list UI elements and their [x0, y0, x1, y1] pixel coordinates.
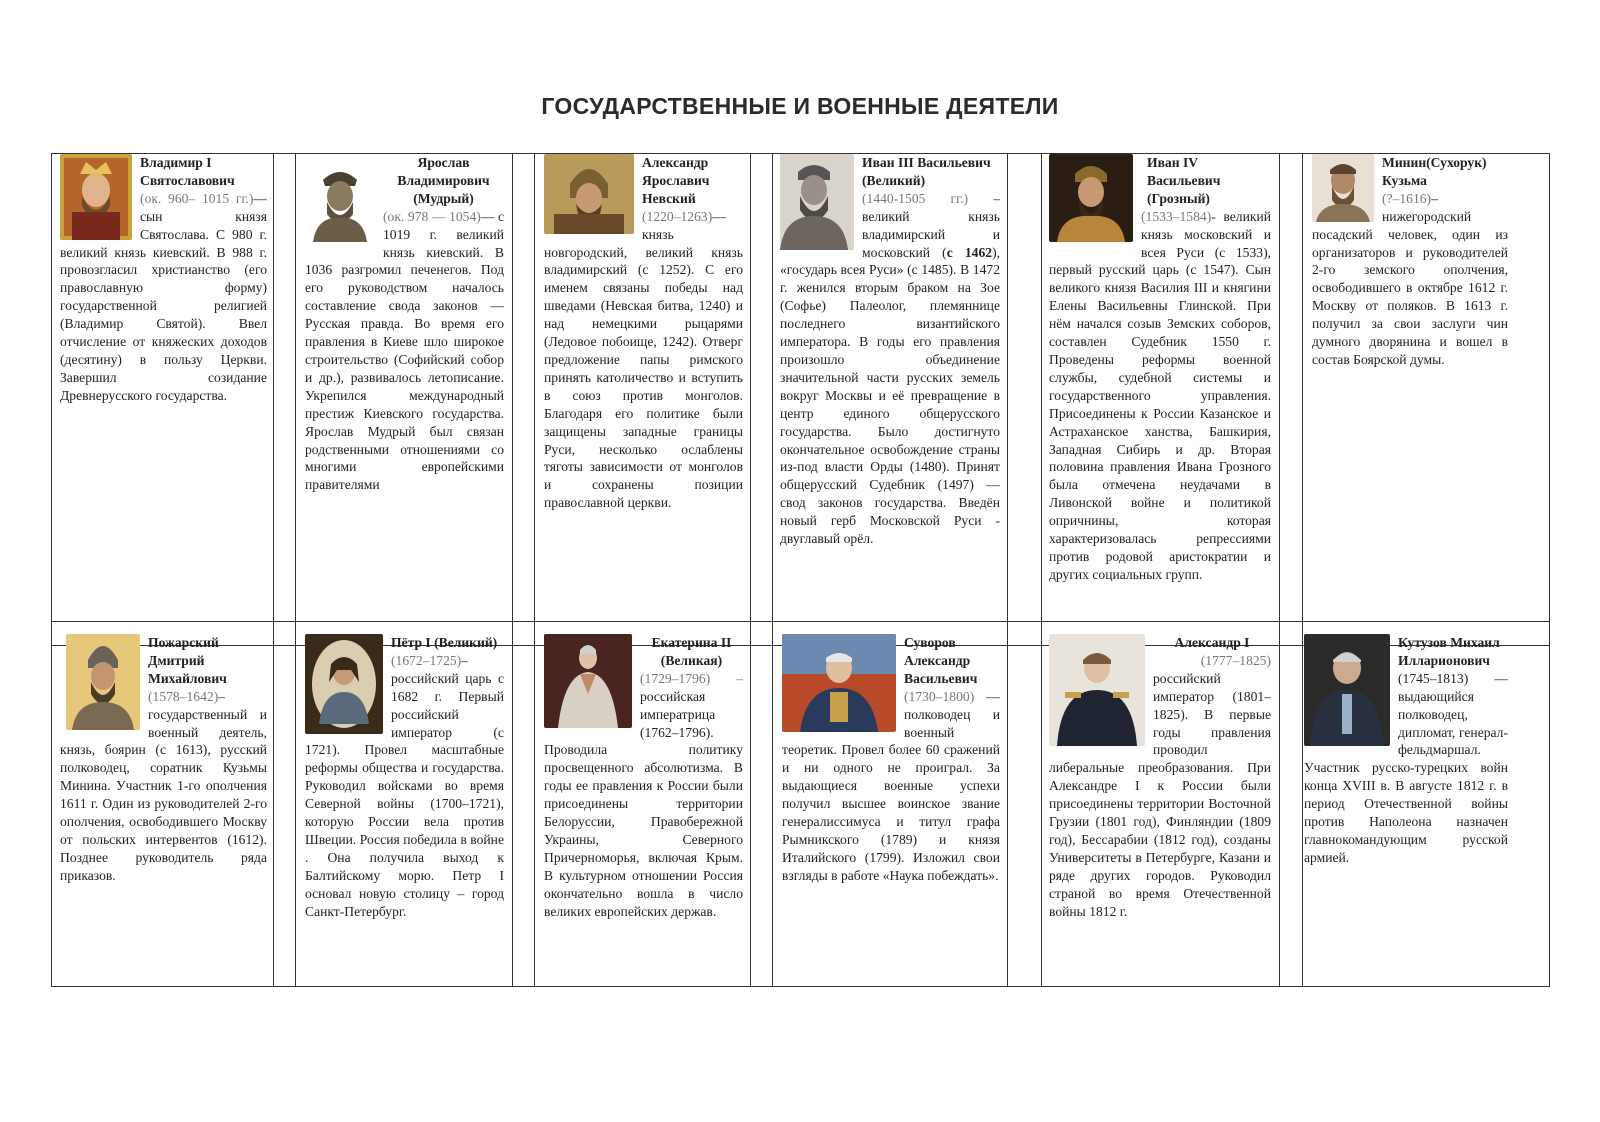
- figure-dates: (?–1616): [1382, 190, 1432, 206]
- figure-bio: ), «государь всея Руси» (с 1485). В 1472 г. женился вторым браком на Зое (Софье) Палеолог, племяннице последнего византийского императора. В годы его правления произошло объединение значительной части русских земель вокруг Москвы и её превращение в центр единого общерусского государства. Было достигнуто окончательное освобождение страны из-под власти Орды (1480). Принят общерусский Судебник (1497) — свод законов государства. Введён новый герб Московской Руси - двуглавый орёл.: [780, 244, 1000, 547]
- figure-bio: — полководец и военный теоретик. Провел более 60 сражений и ни одного не проиграл. За выдающиеся военные успехи получил высшее воинское звание генералиссимуса и титул графа Рымникского (1789) и князя Италийского (1799). Изложил свои взгляды в работе «Наука побеждать».: [782, 688, 1000, 883]
- figure-name: Александр I: [1174, 635, 1250, 650]
- portrait-ivan-iii: [780, 154, 854, 250]
- portrait-nevsky: [544, 154, 634, 234]
- figure-dates: (1440-1505 гг.): [862, 190, 969, 206]
- figure-cell-minin: [1312, 154, 1508, 620]
- page-title: ГОСУДАРСТВЕННЫЕ И ВОЕННЫЕ ДЕЯТЕЛИ: [541, 93, 1059, 119]
- figure-bio: выдающийся полководец, дипломат, генерал-фельдмаршал. Участник русско-турецких войн конца XVIII в. В августе 1812 г. в период Отечественной войны против Наполеона назначен главнокомандующим русской армией.: [1304, 688, 1508, 865]
- portrait-minin: [1312, 154, 1374, 222]
- figure-dates: (1730–1800): [904, 688, 975, 704]
- figure-cell-peter: [305, 634, 504, 984]
- figure-bio: российский император (1801–1825). В первые годы правления проводил либеральные преобразования. При Александре I к России были присоединены территории Восточной Грузии (1801 год), Финляндии (1809 год), Бессарабии (1812 год), созданы Университеты в Петербурге, Казани и ряде других городов. Руководил страной во время Отечественной войны 1812 г.: [1049, 670, 1271, 919]
- portrait-suvorov: [782, 634, 896, 732]
- portrait-kutuzov: [1304, 634, 1390, 746]
- portrait-ivan-iv: [1049, 154, 1133, 242]
- figure-name: Пётр I (Великий): [391, 635, 498, 650]
- portrait-alexander-i: [1049, 634, 1145, 746]
- figure-dates: (1729–1796) –: [640, 670, 743, 686]
- figure-name: Ярослав Владимирович (Мудрый): [397, 155, 490, 206]
- figure-bio: – нижегородский посадский человек, один из организаторов и руководителей 2-го земского ополчения, освободившего в октябре 1612 г. Москву от поляков. В 1613 г. получил за свои заслуги чин думного дворянина и вошел в состав Боярской думы.: [1312, 190, 1508, 367]
- figure-cell-catherine: [544, 634, 743, 984]
- figure-dates: (1220–1263): [642, 208, 713, 224]
- figure-dates: (1533–1584): [1141, 208, 1212, 224]
- figure-cell-pozharsky: [60, 634, 267, 984]
- figure-cell-suvorov: [782, 634, 1000, 984]
- figure-name: Екатерина II (Великая): [651, 635, 732, 668]
- figure-cell-nevsky: [544, 154, 743, 620]
- portrait-yaroslav: [305, 162, 375, 242]
- figure-name: Минин(Сухорук) Кузьма: [1382, 155, 1487, 188]
- figure-bio-lead: – великий князь владимирский и московский (: [862, 190, 1000, 260]
- figure-bio: российская императрица (1762–1796). Проводила политику просвещенного абсолютизма. В годы ее правления к России были присоединены территории Белоруссии, Правобережной Украины, Северного Причерноморья, включая Крым. В культурном отношении Россия окончательно вошла в число великих европейских держав.: [544, 688, 743, 919]
- figure-name: Иван III Васильевич (Великий): [862, 155, 991, 188]
- figure-cell-vladimir: [60, 154, 267, 620]
- figure-dates: (ок. 960– 1015 гг.): [140, 190, 254, 206]
- figure-cell-ivan-iv: [1049, 154, 1271, 620]
- portrait-pozharsky: [66, 634, 140, 730]
- figure-dates: (1777–1825): [1200, 652, 1271, 668]
- figure-cell-kutuzov: [1304, 634, 1508, 984]
- portrait-vladimir: [60, 154, 132, 240]
- portrait-catherine: [544, 634, 632, 728]
- figure-cell-yaroslav: [305, 154, 504, 620]
- figure-name: Пожарский Дмитрий Михайлович: [148, 635, 227, 686]
- portrait-peter: [305, 634, 383, 734]
- figure-bio: – государственный и военный деятель, князь, боярин (с 1613), русский полководец, соратник Кузьмы Минина. Участник 1-го ополчения 1611 г. Один из руководителей 2-го ополчения, освободившего Москву от польских интервентов (1612). Позднее руководитель ряда приказов.: [60, 688, 267, 883]
- figure-bio: - великий князь московский и всея Руси (с 1533), первый русский царь (с 1547). Сын великого князя Василия III и княгини Елены Васильевны Глинской. При нём начался созыв Земских соборов, составлен Судебник 1550 г. Проведены реформы военной службы, судебной системы и государственного управления. Присоединены к России Казанское и Астраханское ханства, Башкирия, Западная Сибирь и др. Вторая половина правления Ивана Грозного была отмечена неудачами в Ливонской войне и политикой опричнины, которая характеризовалась репрессиями против родовой аристократии и других социальных групп.: [1049, 208, 1271, 582]
- figure-dates: (1672–1725): [391, 652, 462, 668]
- figure-name: Кутузов Михаил Илларионович: [1398, 635, 1500, 668]
- figure-bio: – российский царь с 1682 г. Первый российский император (с 1721). Провел масштабные реформы общества и государства. Руководил войсками во время Северной войны (1700–1721), которую России вела против Швеции. Россия победила в войне . Она получила выход к Балтийскому морю. Петр I основал новую столицу – город Санкт-Петербург.: [305, 652, 504, 919]
- figure-bio: — сын князя Святослава. С 980 г. великий князь киевский. В 988 г. провозгласил христианство (его православную форму) государственной религией (Владимир Святой). Ввел отчисление от княжеских доходов (десятину) в пользу Церкви. Завершил созидание Древнерусского государства.: [60, 190, 267, 403]
- figure-dates: (1578–1642): [148, 688, 219, 704]
- figure-bio: — князь новгородский, великий князь владимирский (с 1252). С его именем связаны победы над шведами (Невская битва, 1240) и над немецкими рыцарями (Ледовое побоище, 1242). Отверг предложение папы римского принять католичество и вступить в союз против монголов. Благодаря его политике были защищены западные границы Руси, несколько ослаблены тяготы зависимости от монголов и сохранены позиции православной церкви.: [544, 208, 743, 511]
- figure-dates-wrap: [1153, 652, 1271, 670]
- figure-cell-alexander-i: [1049, 634, 1271, 984]
- figure-cell-ivan-iii: [780, 154, 1000, 620]
- figure-name: Александр Ярославич Невский: [642, 155, 710, 206]
- figures-table: [51, 153, 1550, 987]
- figure-dates: (ок. 978 — 1054): [383, 208, 481, 224]
- figure-dates: (1745–1813) —: [1398, 670, 1508, 686]
- figure-name: Иван IV Васильевич (Грозный): [1147, 155, 1221, 206]
- figure-name: Владимир I Святославович: [140, 155, 235, 188]
- figure-bio: — с 1019 г. великий князь киевский. В 1036 разгромил печенегов. Под его руководством началось составление свода законов — Русская правда. Во время его правления в Киеве шло широкое строительство (Софийский собор и др.), развивалось летописание. Укрепился международный престиж Киевского государства. Ярослав Мудрый был связан родственными отношениями со многими европейскими правителями: [305, 208, 504, 493]
- figure-bio-bold: с 1462: [946, 244, 993, 260]
- figure-name: Суворов Александр Васильевич: [904, 635, 978, 686]
